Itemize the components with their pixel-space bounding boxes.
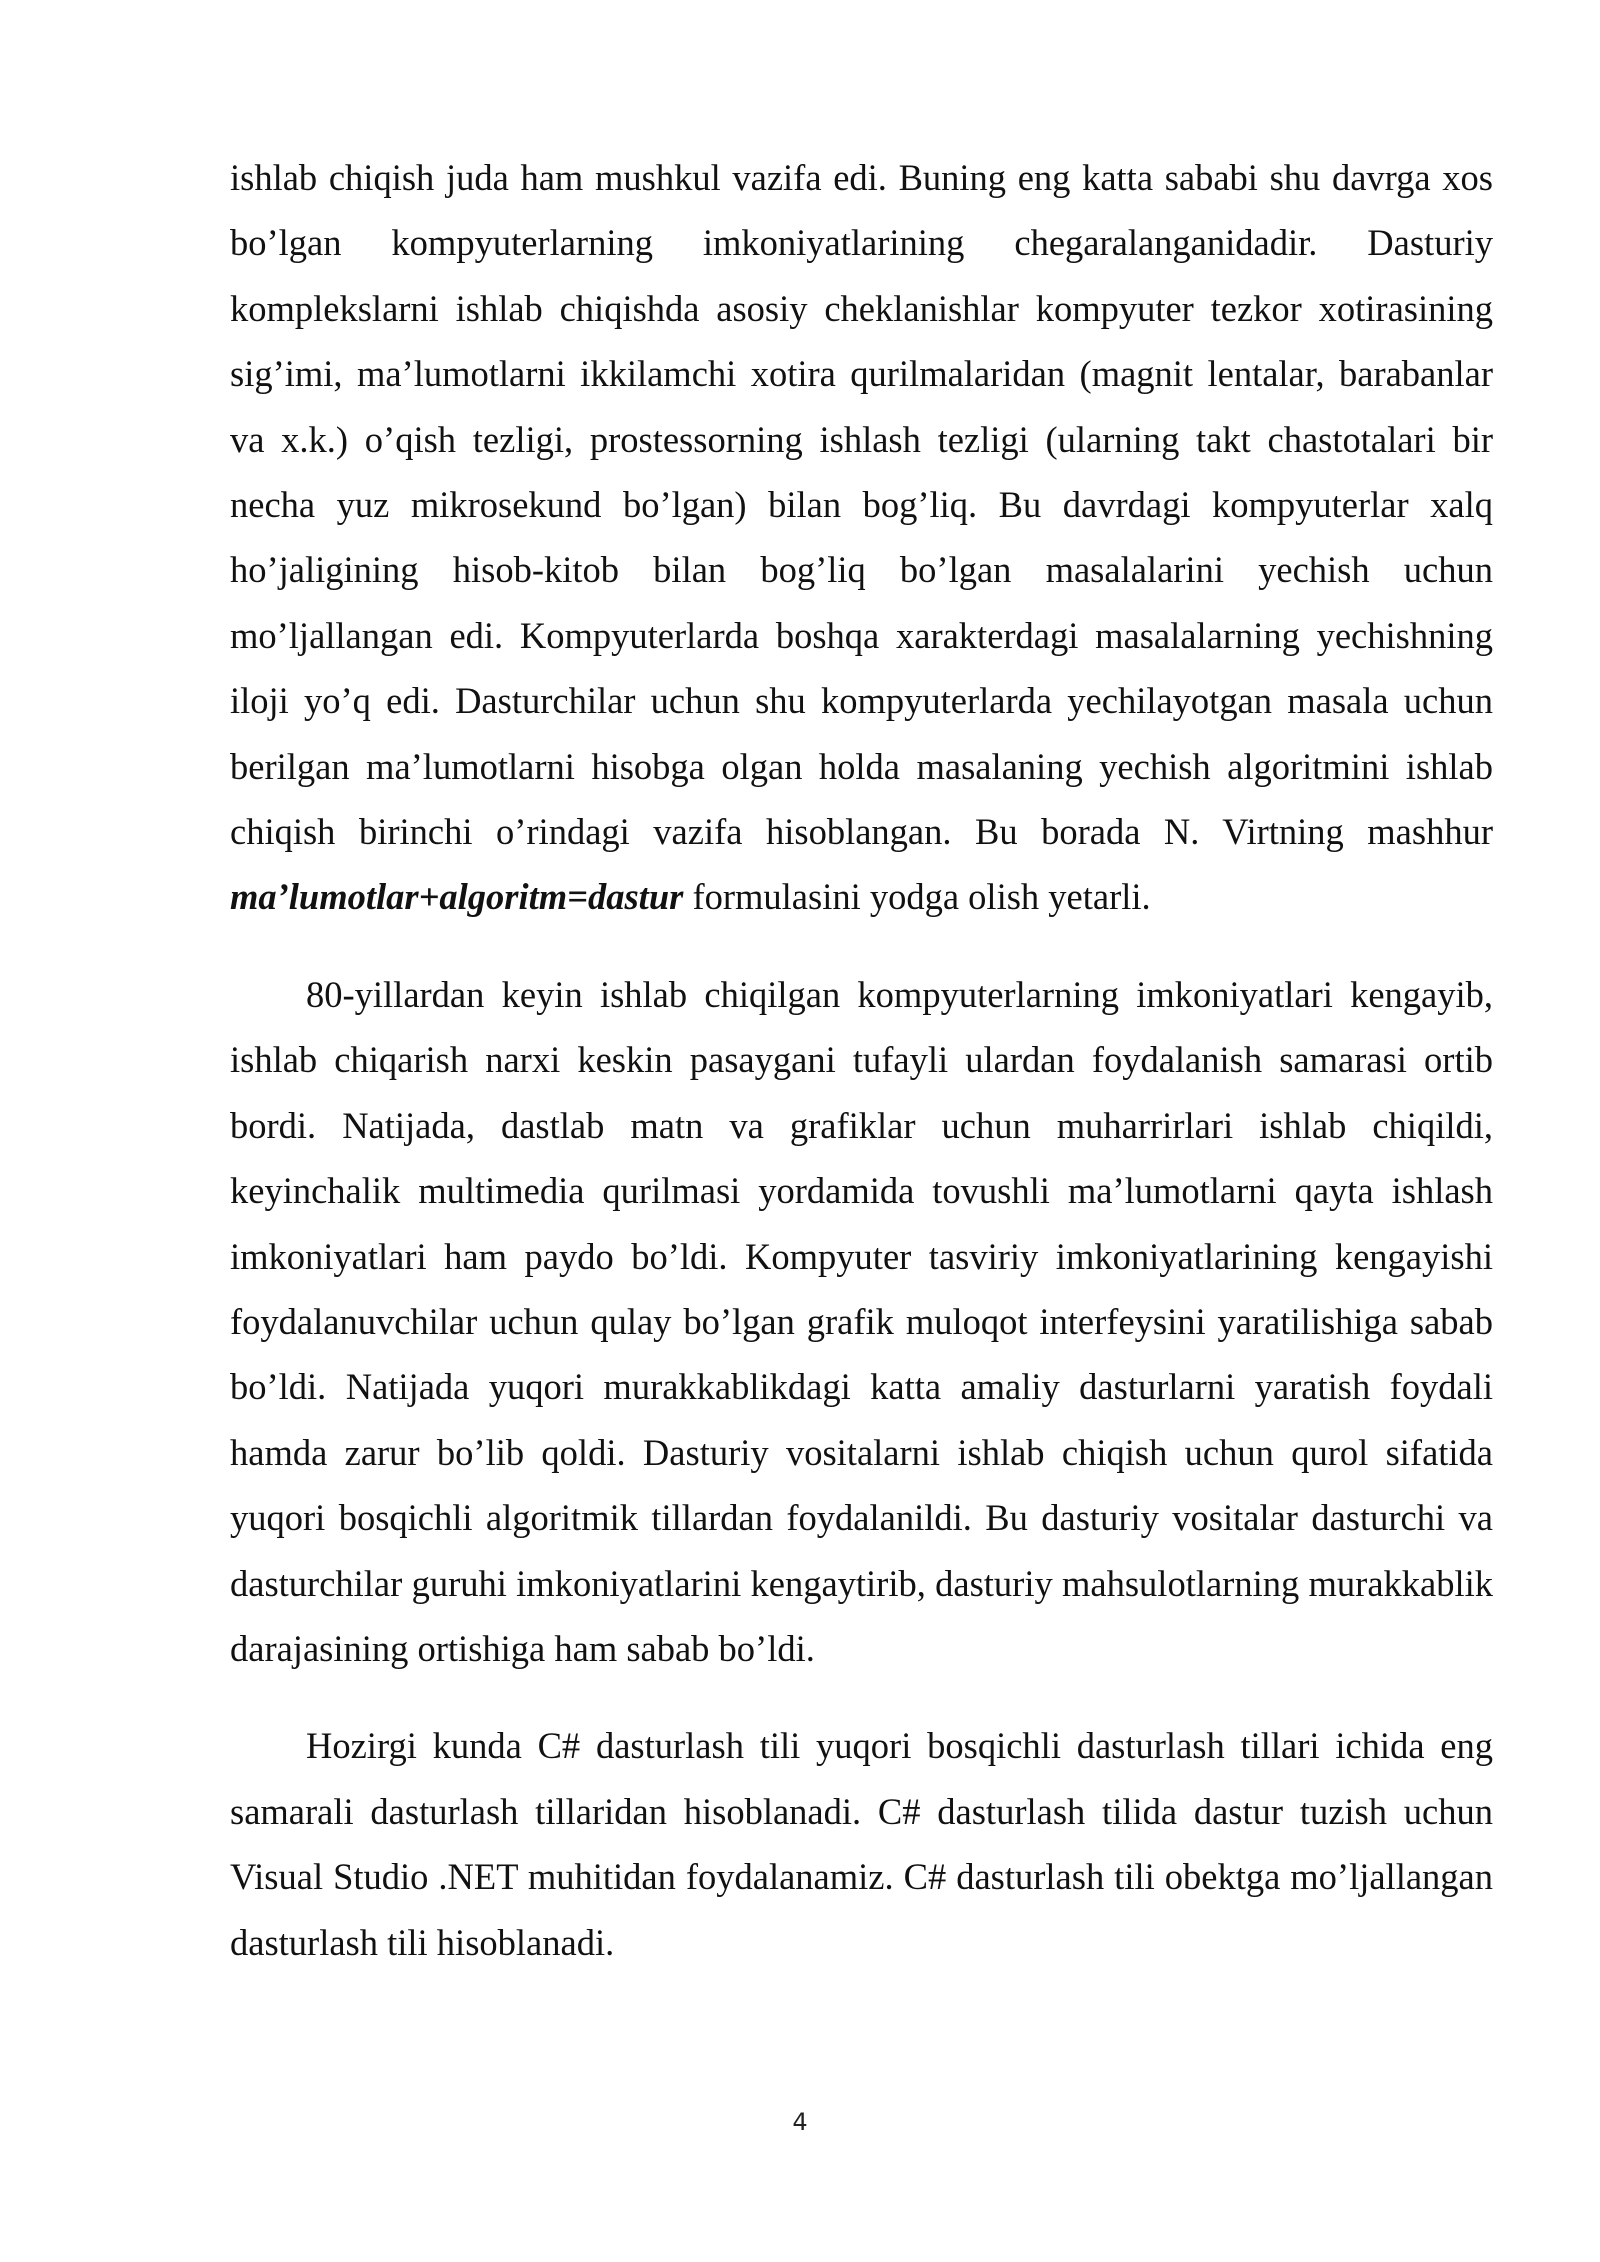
paragraph-2: 80-yillardan keyin ishlab chiqilgan kompyuterlarning imkoniyatlari kengayib, ishlab chiqarish narxi keskin pasaygani tufayli ulardan foydalanish samarasi ortib bordi. Natijada, dastlab matn va grafiklar uchun muharrirlari ishlab chiqildi, keyinchalik multimedia qurilmasi yordamida tovushli ma’lumotlarni qayta ishlash imkoniyatlari ham paydo bo’ldi. Kompyuter tasviriy imkoniyatlarining kengayishi foydalanuvchilar uchun qulay bo’lgan grafik muloqot interfeysini yaratilishiga sabab bo’ldi. Natijada yuqori murakkablikdagi katta amaliy dasturlarni yaratish foydali hamda zarur bo’lib qoldi. Dasturiy vositalarni ishlab chiqish uchun qurol sifatida yuqori bosqichli algoritmik tillardan foydalanildi. Bu dasturiy vositalar dasturchi va dasturchilar guruhi imkoniyatlarini kengaytirib, dasturiy mahsulotlarning murakkablik darajasining ortishiga ham sabab bo’ldi.	[230, 973, 1493, 1669]
paragraph-1-text-end: formulasini yodga olish yetarli.	[683, 876, 1151, 918]
page-number: 4	[792, 2108, 808, 2136]
paragraph-1	[230, 145, 1493, 930]
page-body	[230, 145, 1493, 1975]
paragraph-3: Hozirgi kunda C# dasturlash tili yuqori bosqichli dasturlash tillari ichida eng samarali dasturlash tillaridan hisoblanadi. C# dasturlash tilida dastur tuzish uchun Visual Studio .NET muhitidan foydalanamiz. C# dasturlash tili obektga mo’ljallangan dasturlash tili hisoblanadi.	[230, 1725, 1493, 1963]
paragraph-1-text-start: ishlab chiqish juda ham mushkul vazifa edi. Buning eng katta sababi shu davrga xos bo’lgan kompyuterlarning imkoniyatlarining chegaralanganidadir. Dasturiy komplekslarni ishlab chiqishda asosiy cheklanishlar kompyuter tezkor xotirasining sig’imi, ma’lumotlarni ikkilamchi xotira qurilmalaridan (magnit lentalar, barabanlar va x.k.) o’qish tezligi, prostessorning ishlash tezligi (ularning takt chastotalari bir necha yuz mikrosekund bo’lgan) bilan bog’liq. Bu davrdagi kompyuterlar xalq ho’jaligining hisob-kitob bilan bog’liq bo’lgan masalalarini yechish uchun mo’ljallangan edi. Kompyuterlarda boshqa xarakterdagi masalalarning yechishning iloji yo’q edi. Dasturchilar uchun shu kompyuterlarda yechilayotgan masala uchun berilgan ma’lumotlarni hisobga olgan holda masalaning yechish algoritmini ishlab chiqish birinchi o’rindagi vazifa hisoblangan. Bu borada N. Virtning mashhur	[230, 157, 1493, 853]
formula-text: ma’lumotlar+algoritm=dastur	[230, 876, 684, 918]
